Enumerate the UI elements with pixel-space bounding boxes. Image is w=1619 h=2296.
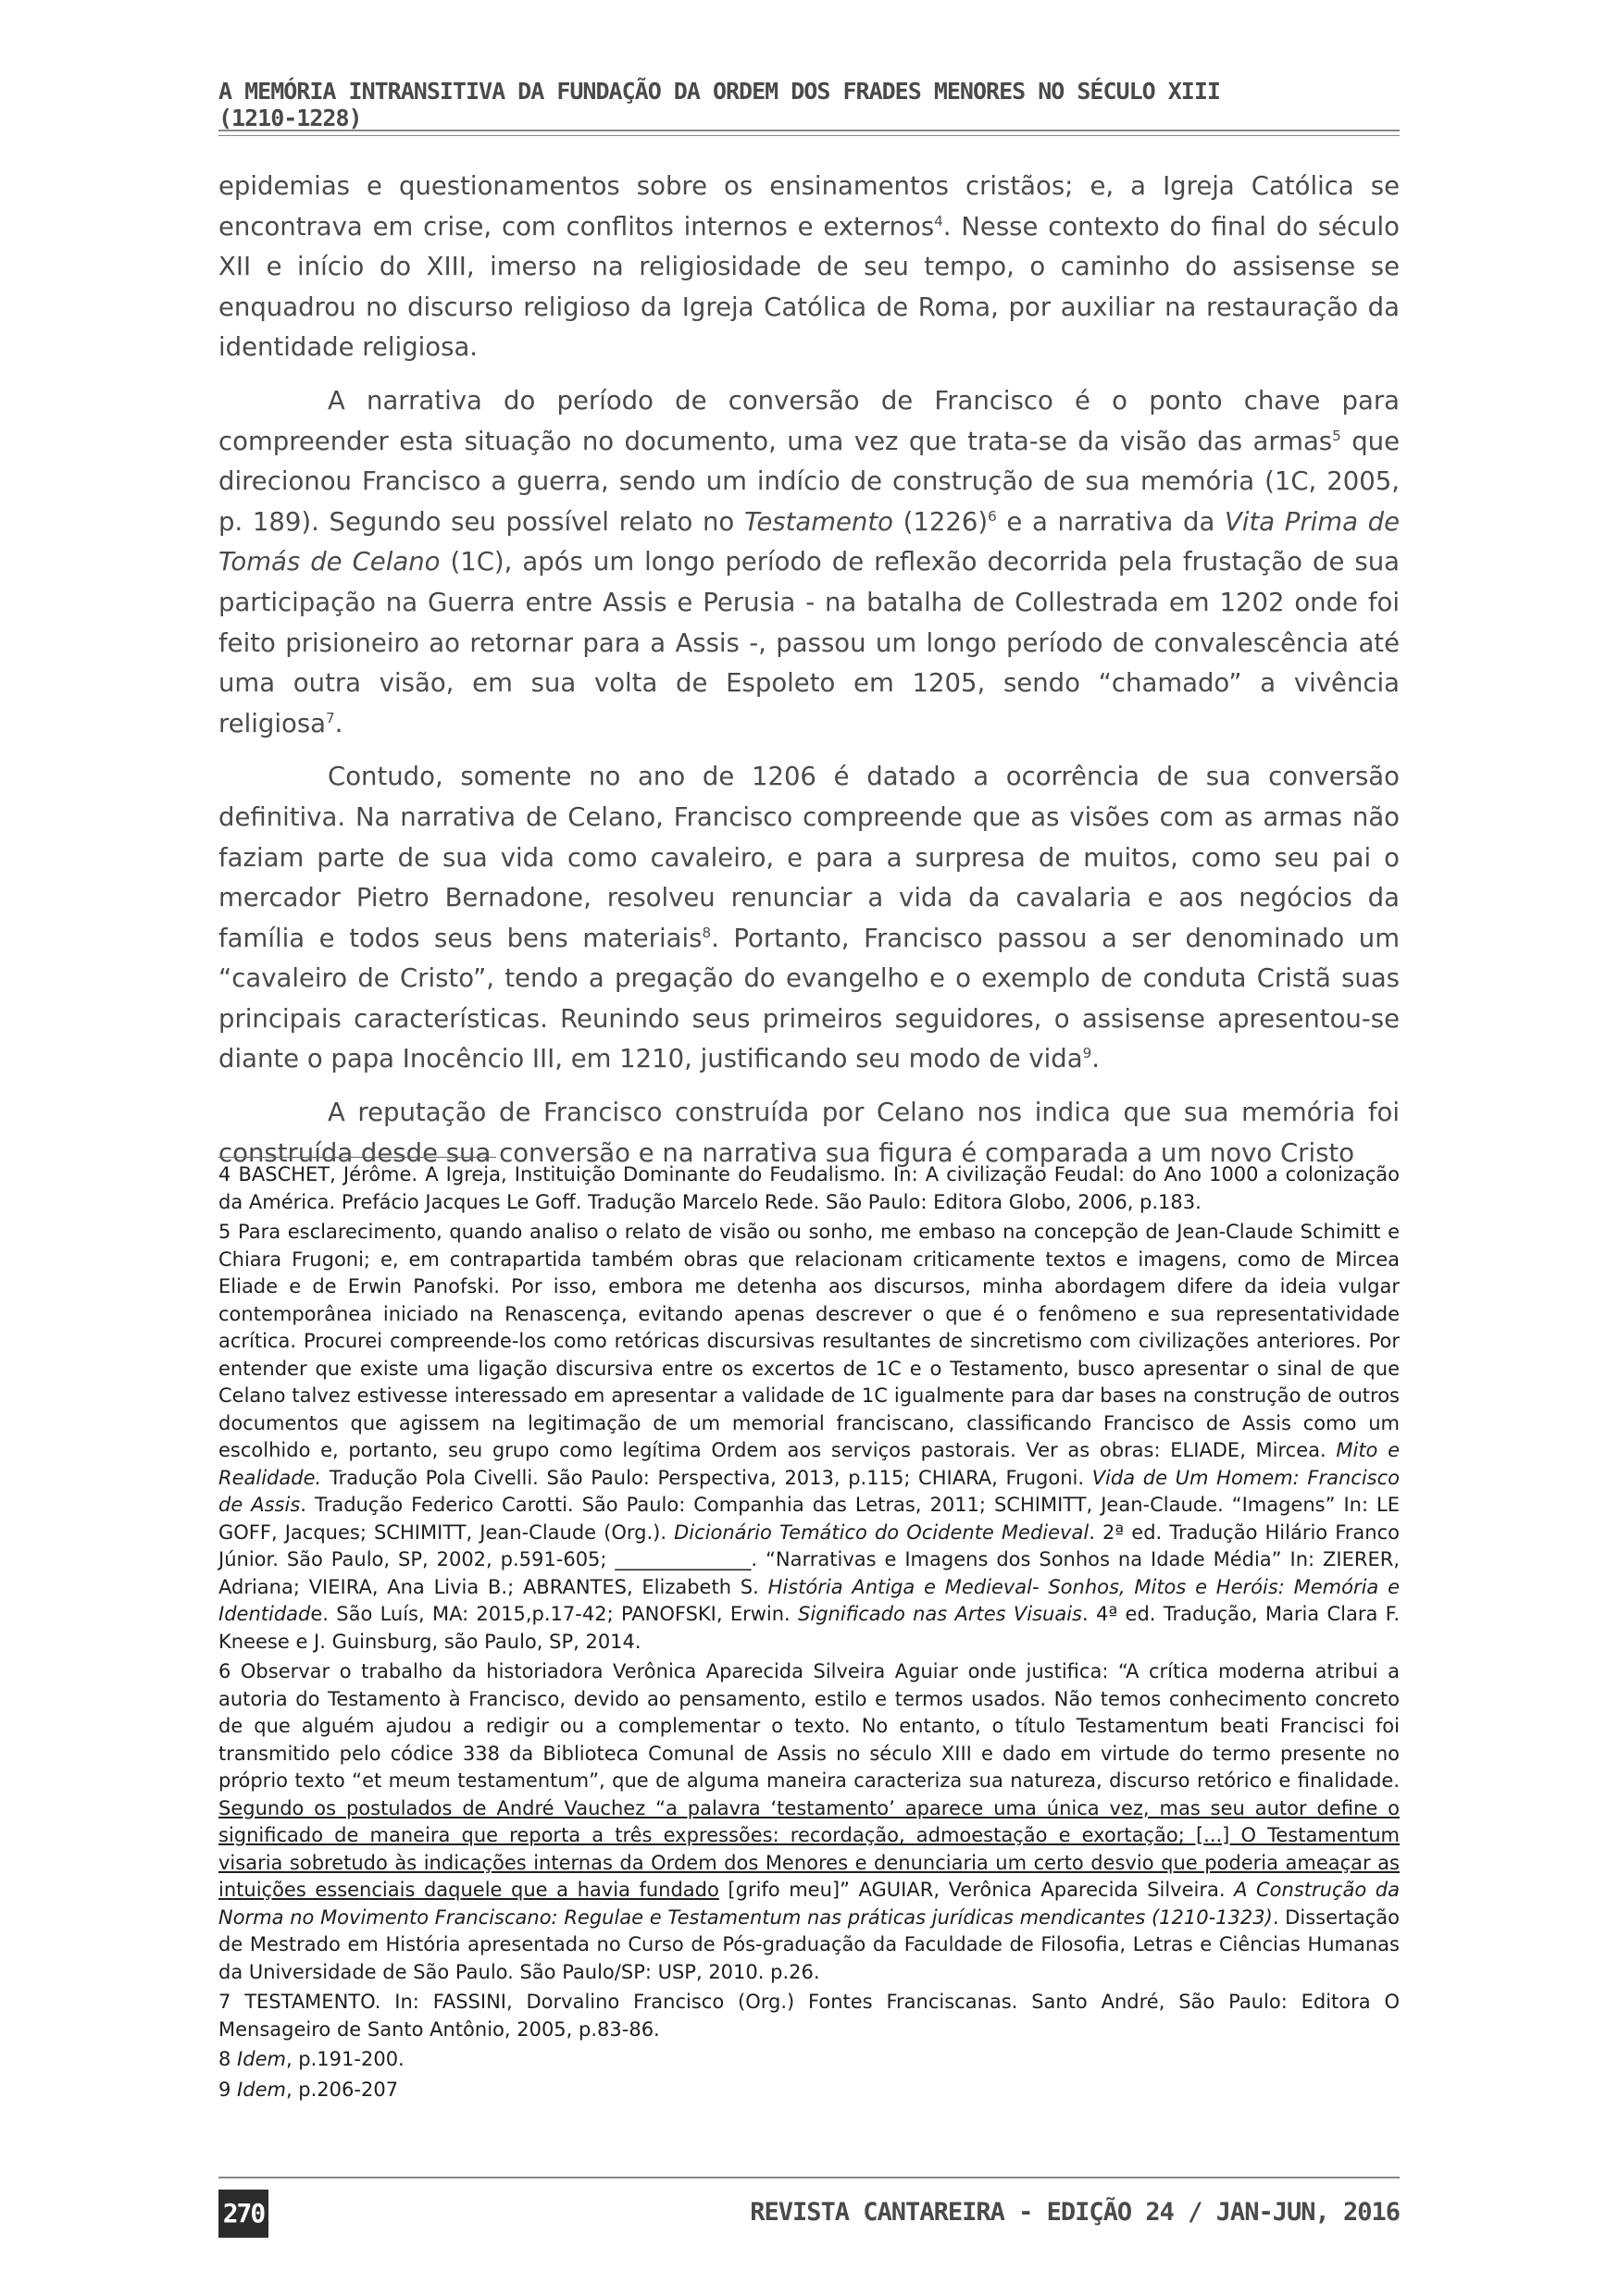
footnote-ref-8[interactable]: 8 xyxy=(702,924,712,941)
underlined-quote: Segundo os postulados de André Vauchez “a palavra ‘testamento’ aparece uma única vez, mas seu autor define o significado de maneira que reporta a três expressões: recordação, admoestação e exortação; [...] O Testamentum visaria sobretudo às indicações internas da Ordem dos Menores e denunciaria um certo desvio que poderia ameaçar as intuições essenciais daquele que a havia fundado xyxy=(218,1796,1400,1901)
footnote-separator xyxy=(218,1157,496,1158)
body-text xyxy=(218,167,1400,1186)
running-header-years: (1210-1228) xyxy=(218,105,362,131)
footnotes xyxy=(218,1161,1400,2106)
footnote-7: 7 TESTAMENTO. In: FASSINI, Dorvalino Francisco (Org.) Fontes Franciscanas. Santo André, São Paulo: Editora O Mensageiro de Santo Antônio, 2005, p.83-86. xyxy=(218,1991,1400,2041)
paragraph-1: epidemias e questionamentos sobre os ensinamentos cristãos; e, a Igreja Católica se encontrava em crise, com conflitos internos e externos$^4$. Nesse contexto do final do século XII e início do XIII, imerso na religiosidade de seu tempo, o caminho do assisense se enquadrou no discurso religioso da Igreja Católica de Roma, por auxiliar na restauração da identidade religiosa. xyxy=(218,171,1401,363)
page-number: 270 xyxy=(218,2190,268,2238)
journal-edition: REVISTA CANTAREIRA - EDIÇÃO 24 / JAN-JUN, 2016 xyxy=(750,2198,1400,2227)
header-rule xyxy=(218,130,1400,131)
footnote-9: 9 Idem, p.206-207 xyxy=(218,2078,399,2101)
footnote-ref-5[interactable]: 5 xyxy=(1332,427,1341,444)
footnote-4: 4 BASCHET, Jérôme. A Igreja, Instituição Dominante do Feudalismo. In: A civilização Feudal: do Ano 1000 a colonização da América. Prefácio Jacques Le Goff. Tradução Marcelo Rede. São Paulo: Editora Globo, 2006, p.183. xyxy=(218,1163,1400,1213)
footnote-ref-4[interactable]: 4 xyxy=(934,212,943,230)
paragraph-3: Contudo, somente no ano de 1206 é datado a ocorrência de sua conversão definitiva. Na narrativa de Celano, Francisco compreende que as visões com as armas não faziam parte de sua vida como cavaleiro, e para a surpresa de muitos, como seu pai o mercador Pietro Bernadone, resolveu renunciar a vida da cavalaria e aos negócios da família e todos seus bens materiais$^8$. Portanto, Francisco passou a ser denominado um “cavaleiro de Cristo”, tendo a pregação do evangelho e o exemplo de conduta Cristã suas principais características. Reunindo seus primeiros seguidores, o assisense apresentou-se diante o papa Inocêncio III, em 1210, justificando seu modo de vida$^9$. xyxy=(218,762,1400,1074)
footer-rule xyxy=(218,2177,1400,2178)
footnote-ref-9[interactable]: 9 xyxy=(1082,1045,1092,1062)
running-header-title: A MEMÓRIA INTRANSITIVA DA FUNDAÇÃO DA ORDEM DOS FRADES MENORES NO SÉCULO XIII xyxy=(218,78,1220,105)
footnote-8: 8 Idem, p.191-200. xyxy=(218,2048,405,2070)
header-rule-thin xyxy=(218,135,1400,136)
footnote-5: 5 Para esclarecimento, quando analiso o relato de visão ou sonho, me embaso na concepção de Jean-Claude Schimitt e Chiara Frugoni; e, em contrapartida também obras que relacionam criticamente textos e imagens, como de Mircea Eliade e de Erwin Panofski. Por isso, embora me detenha aos discursos, minha abordagem difere da ideia vulgar contemporânea iniciado na Renascença, evitando apenas descrever o que é o fenômeno e sua representatividade acrítica. Procurei compreende-los como retóricas discursivas resultantes de sincretismo com civilizações anteriores. Por entender que existe uma ligação discursiva entre os excertos de 1C e o Testamento, busco apresentar o sinal de que Celano talvez estivesse interessado em apresentar a validade de 1C igualmente para dar bases na construção de outros documentos que agissem na legitimação de um memorial franciscano, classificando Francisco de Assis como um escolhido e, portanto, seu grupo como legítima Ordem aos serviços pastorais. Ver as obras: ELIADE, Mircea. Mito e Realidade. Tradução Pola Civelli. São Paulo: Perspectiva, 2013, p.115; CHIARA, Frugoni. Vida de Um Homem: Francisco de Assis. Tradução Federico Carotti. São Paulo: Companhia das Letras, 2011; SCHIMITT, Jean-Claude. “Imagens” In: LE GOFF, Jacques; SCHIMITT, Jean-Claude (Org.). Dicionário Temático do Ocidente Medieval. 2ª ed. Tradução Hilário Franco Júnior. São Paulo, SP, 2002, p.591-605; ______________. “Narrativas e Imagens dos Sonhos na Idade Média” In: ZIERER, Adriana; VIEIRA, Ana Livia B.; ABRANTES, Elizabeth S. História Antiga e Medieval- Sonhos, Mitos e Heróis: Memória e Identidade. São Luís, MA: 2015,p.17-42; PANOFSKI, Erwin. Significado nas Artes Visuais. 4ª ed. Tradução, Maria Clara F. Kneese e J. Guinsburg, são Paulo, SP, 2014. xyxy=(218,1221,1400,1653)
running-header xyxy=(218,78,1400,131)
footnote-6: 6 Observar o trabalho da historiadora Verônica Aparecida Silveira Aguiar onde justifica: “A crítica moderna atribui a autoria do Testamento à Francisco, devido ao pensamento, estilo e termos usados. Não temos conhecimento concreto de que alguém ajudou a redigir ou a complementar o texto. No entanto, o título Testamentum beati Francisci foi transmitido pelo códice 338 da Biblioteca Comunal de Assis no século XIII e dado em virtude do termo presente no próprio texto “et meum testamentum”, que de alguma maneira caracteriza sua natureza, discurso retórico e finalidade. Segundo os postulados de André Vauchez “a palavra ‘testamento’ aparece uma única vez, mas seu autor define o significado de maneira que reporta a três expressões: recordação, admoestação e exortação; [...] O Testamentum visaria sobretudo às indicações internas da Ordem dos Menores e denunciaria um certo desvio que poderia ameaçar as intuições essenciais daquele que a havia fundado [grifo meu]” AGUIAR, Verônica Aparecida Silveira. A Construção da Norma no Movimento Franciscano: Regulae e Testamentum nas práticas jurídicas mendicantes (1210-1323). Dissertação de Mestrado em História apresentada no Curso de Pós-graduação da Faculdade de Filosofia, Letras e Ciências Humanas da Universidade de São Paulo. São Paulo/SP: USP, 2010. p.26. xyxy=(218,1660,1400,1983)
paragraph-4: A reputação de Francisco construída por Celano nos indica que sua memória foi construída desde sua conversão e na narrativa sua figura é comparada a um novo Cristo xyxy=(218,1098,1400,1168)
paragraph-2: A narrativa do período de conversão de Francisco é o ponto chave para compreender esta situação no documento, uma vez que trata-se da visão das armas$^5$ que direcionou Francisco a guerra, sendo um indício de construção de sua memória (1C, 2005, p. 189). Segundo seu possível relato no Testamento $(1226)^6$ e a narrativa da Vita Prima de Tomás de Celano (1C), após um longo período de reflexão decorrida pela frustação de sua participação na Guerra entre Assis e Perusia - na batalha de Collestrada em 1202 onde foi feito prisioneiro ao retornar para a Assis -, passou um longo período de convalescência até uma outra visão, em sua volta de Espoleto em 1205, sendo “chamado” a vivência religiosa$^7$. xyxy=(218,385,1401,738)
footnote-ref-7[interactable]: 7 xyxy=(326,709,335,726)
footnote-ref-6[interactable]: 6 xyxy=(988,507,997,525)
